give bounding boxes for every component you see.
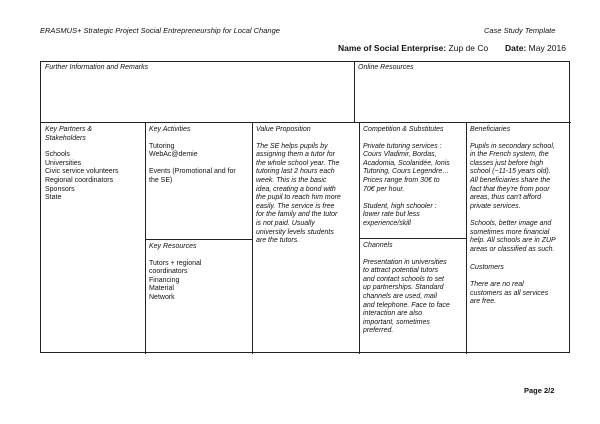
text-line: are free. bbox=[470, 298, 497, 306]
text-line: All beneficiaries share the bbox=[470, 176, 551, 184]
text-line: fact that they're from poor bbox=[470, 185, 550, 193]
text-line: Private tutoring services : bbox=[363, 142, 442, 150]
list-item: WebAc@demie bbox=[149, 151, 198, 159]
channels-cell bbox=[363, 242, 465, 336]
online-resources-title: Online Resources bbox=[358, 64, 414, 71]
date-row bbox=[505, 43, 566, 53]
list-item: coordinators bbox=[149, 268, 188, 276]
text-line: Presentation in universities bbox=[363, 258, 447, 266]
divider-top-row bbox=[41, 122, 571, 123]
value-proposition-title: Value Proposition bbox=[256, 126, 311, 133]
beneficiaries-cell bbox=[470, 126, 570, 307]
text-line: Tutoring, Cours Legendre… bbox=[363, 168, 450, 176]
key-activities-cell bbox=[149, 126, 251, 186]
enterprise-name-value: Zup de Co bbox=[448, 43, 489, 53]
text-line: classes just before high bbox=[470, 159, 544, 167]
text-line: for the family and the tutor bbox=[256, 211, 338, 219]
list-item: Sponsors bbox=[45, 185, 75, 193]
text-line: customers as all services bbox=[470, 289, 549, 297]
channels-title: Channels bbox=[363, 242, 393, 249]
list-item: Universities bbox=[45, 159, 82, 167]
competition-title: Competition & Substitutes bbox=[363, 126, 444, 133]
text-line: are the tutors. bbox=[256, 237, 300, 245]
list-item: Civic service volunteers bbox=[45, 168, 119, 176]
text-line: tutoring last 2 hours each bbox=[256, 168, 335, 176]
text-line: sometimes more financial bbox=[470, 228, 550, 236]
text-line bbox=[363, 194, 465, 203]
key-resources-cell bbox=[149, 243, 251, 303]
text-line: lower rate but less bbox=[363, 211, 420, 219]
text-line: up partnerships. Standard bbox=[363, 284, 444, 292]
text-line: to attract potential tutors bbox=[363, 267, 439, 275]
divider-col-2 bbox=[252, 122, 253, 354]
text-line: Acadomia, Scolaridée, Ionis bbox=[363, 159, 450, 167]
text-line: experience/skill bbox=[363, 219, 411, 227]
text-line: help. All schools are in ZUP bbox=[470, 237, 556, 245]
value-proposition-cell bbox=[256, 126, 358, 246]
list-item: Material bbox=[149, 285, 174, 293]
text-line: is not paid. Usually bbox=[256, 219, 315, 227]
text-line: idea, creating a bond with bbox=[256, 185, 336, 193]
divider-activities-resources bbox=[145, 239, 252, 240]
text-line: and telephone. Face to face bbox=[363, 301, 450, 309]
text-line: Cours Vladimir, Bordas, bbox=[363, 151, 437, 159]
list-item: the SE) bbox=[149, 176, 173, 184]
divider-top-col bbox=[354, 62, 355, 122]
text-line: private services. bbox=[470, 202, 521, 210]
canvas-table bbox=[40, 61, 570, 353]
text-line: interaction are also bbox=[363, 310, 423, 318]
text-line: week. This is the basic bbox=[256, 176, 327, 184]
text-line: areas or classified as such. bbox=[470, 245, 555, 253]
beneficiaries-title: Beneficiaries bbox=[470, 126, 511, 133]
text-line: assigning them a tutor for bbox=[256, 151, 335, 159]
key-activities-title: Key Activities bbox=[149, 126, 191, 133]
text-line: 70€ per hour. bbox=[363, 185, 405, 193]
key-partners-title: Key Partners & bbox=[45, 126, 93, 133]
text-line: preferred. bbox=[363, 327, 394, 335]
customers-title: Customers bbox=[470, 264, 504, 272]
further-info-title: Further Information and Remarks bbox=[45, 64, 149, 71]
list-item: Tutors + regional bbox=[149, 259, 202, 267]
text-line: the pupil to reach him more bbox=[256, 194, 341, 202]
list-item: Network bbox=[149, 293, 175, 301]
list-item: Schools bbox=[45, 151, 70, 159]
key-partners-title-2: Stakeholders bbox=[45, 134, 86, 142]
text-line: Pupils in secondary school, bbox=[470, 142, 555, 150]
text-line: university levels students bbox=[256, 228, 334, 236]
enterprise-name-label: Name of Social Enterprise: bbox=[338, 43, 447, 53]
divider-competition-channels bbox=[359, 238, 466, 239]
text-line: school (~11-15 years old). bbox=[470, 168, 551, 176]
text-line bbox=[470, 211, 570, 220]
enterprise-name-row bbox=[338, 43, 488, 53]
key-resources-title: Key Resources bbox=[149, 243, 197, 250]
text-line: the whole school year. The bbox=[256, 159, 340, 167]
template-label: Case Study Template bbox=[484, 26, 556, 35]
page-number: Page 2/2 bbox=[524, 386, 555, 395]
text-line: areas, thus can't afford bbox=[470, 194, 541, 202]
text-line: There are no real bbox=[470, 280, 524, 288]
key-partners-cell bbox=[45, 126, 143, 203]
document-header-title: ERASMUS+ Strategic Project Social Entrepreneurship for Local Change bbox=[40, 26, 280, 35]
text-line: Student, high schooler : bbox=[363, 202, 437, 210]
text-line: Prices range from 30€ to bbox=[363, 176, 440, 184]
text-line: important, sometimes bbox=[363, 318, 430, 326]
date-value: May 2016 bbox=[528, 43, 566, 53]
list-item: State bbox=[45, 194, 62, 202]
date-label: Date: bbox=[505, 43, 527, 53]
divider-col-4 bbox=[466, 122, 467, 354]
list-item bbox=[149, 160, 251, 169]
text-line: Schools, better image and bbox=[470, 219, 552, 227]
list-item: Events (Promotional and for bbox=[149, 168, 236, 176]
list-item: Tutoring bbox=[149, 142, 175, 150]
list-item: Regional coordinators bbox=[45, 176, 114, 184]
competition-cell bbox=[363, 126, 465, 229]
divider-col-1 bbox=[145, 122, 146, 354]
text-line: and contact schools to set bbox=[363, 275, 444, 283]
text-line: in the French system, the bbox=[470, 151, 549, 159]
text-line: channels are used, mail bbox=[363, 292, 437, 300]
text-line: easily. The service is free bbox=[256, 202, 335, 210]
list-item: Financing bbox=[149, 276, 180, 284]
text-line: The SE helps pupils by bbox=[256, 142, 328, 150]
